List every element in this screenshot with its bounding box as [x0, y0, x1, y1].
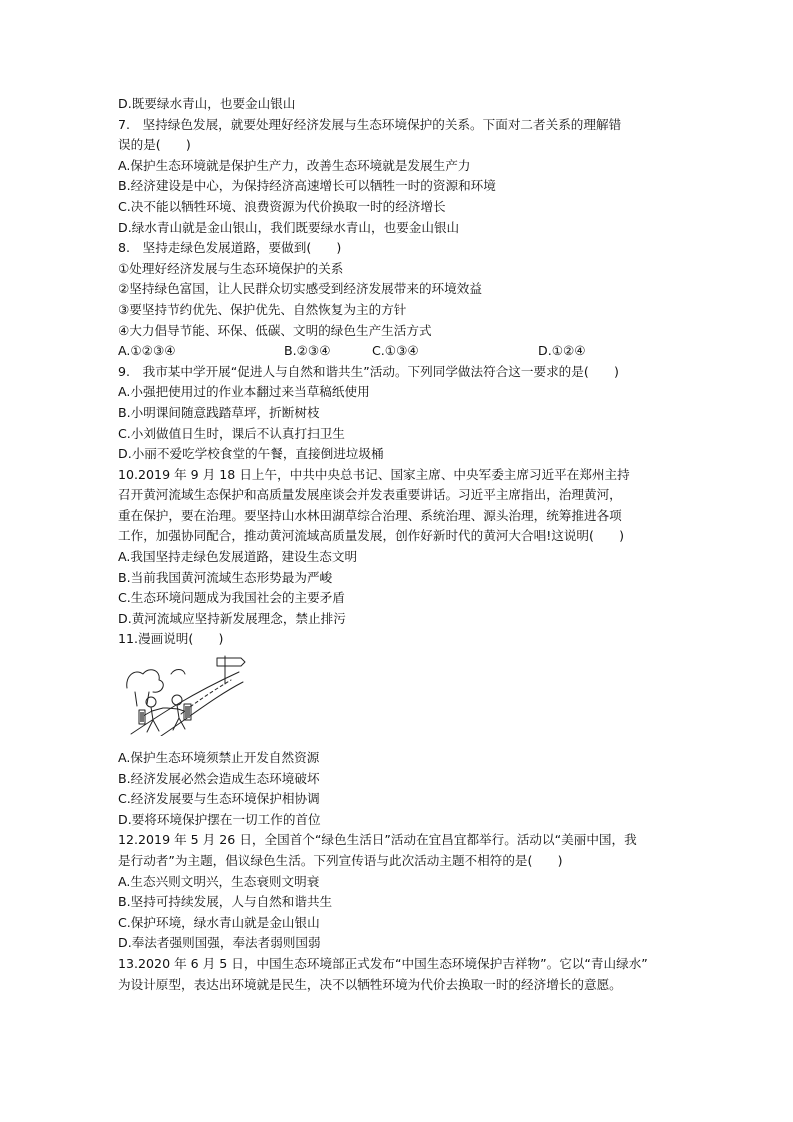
question-block-top	[118, 94, 678, 362]
text-line: D.既要绿水青山，也要金山银山	[118, 96, 296, 111]
question-11-stem: 11.漫画说明( )	[118, 631, 224, 647]
question-8-option-a: A.①②③④	[118, 343, 176, 359]
question-8-item-2: ②坚持绿色富国，让人民群众切实感受到经济发展带来的环境效益	[118, 281, 482, 297]
question-12-option-c: C.保护环境，绿水青山就是金山银山	[118, 914, 320, 930]
question-10-option-c: C.生态环境问题成为我国社会的主要矛盾	[118, 590, 345, 606]
question-8-option-d: D.①②④	[538, 343, 586, 359]
question-12-option-d: D.奉法者强则国强，奉法者弱则国弱	[118, 935, 321, 951]
question-8-item-1: ①处理好经济发展与生态环境保护的关系	[118, 260, 344, 276]
question-11-option-c: C.经济发展要与生态环境保护相协调	[118, 791, 320, 807]
question-8-option-c: C.①③④	[372, 343, 419, 359]
question-7-stem: 7. 坚持绿色发展，就要处理好经济发展与生态环境保护的关系。下面对二者关系的理解错	[118, 116, 622, 132]
question-10-stem-cont: 召开黄河流域生态保护和高质量发展座谈会并发表重要讲话。习近平主席指出，治理黄河，	[118, 487, 622, 503]
question-13-stem: 13.2020 年 6 月 5 日，中国生态环境部正式发布“中国生态环境保护吉祥物”。它以“青山绿水”	[118, 955, 648, 971]
exam-page	[118, 94, 678, 995]
question-9-option-b: B.小明课间随意践踏草坪，折断树枝	[118, 404, 320, 420]
question-9-stem: 9. 我市某中学开展“促进人与自然和谐共生”活动。下列同学做法符合这一要求的是( )	[118, 363, 619, 379]
question-9-option-d: D.小丽不爱吃学校食堂的午餐，直接倒进垃圾桶	[118, 446, 384, 462]
question-10-stem-cont: 重在保护，要在治理。要坚持山水林田湖草综合治理、系统治理、源头治理，统筹推进各项	[118, 507, 622, 523]
question-7-stem-cont: 误的是( )	[118, 137, 191, 153]
question-7-option-b: B.经济建设是中心，为保持经济高速增长可以牺牲一时的资源和环境	[118, 178, 496, 194]
question-12-stem-cont: 是行动者”为主题，倡议绿色生活。下列宣传语与此次活动主题不相符的是( )	[118, 853, 563, 868]
question-block-mid	[118, 362, 678, 650]
question-7-option-a: A.保护生态环境就是保护生产力，改善生态环境就是发展生产力	[118, 157, 471, 173]
question-10-option-a: A.我国坚持走绿色发展道路，建设生态文明	[118, 549, 358, 565]
question-12-option-a: A.生态兴则文明兴，生态衰则文明衰	[118, 873, 320, 889]
question-8-item-4: ④大力倡导节能、环保、低碳、文明的绿色生产生活方式	[118, 322, 432, 338]
question-11-option-b: B.经济发展必然会造成生态环境破坏	[118, 770, 320, 786]
question-10-stem: 10.2019 年 9 月 18 日上午，中共中央总书记、国家主席、中央军委主席习近平在郑州主持	[118, 466, 630, 482]
question-10-stem-cont: 工作，加强协同配合，推动黄河流域高质量发展，创作好新时代的黄河大合唱!这说明( )	[118, 528, 625, 544]
question-12-stem: 12.2019 年 5 月 26 日，全国首个“绿色生活日”活动在宜昌宜都举行。活动以“美丽中国，我	[118, 832, 637, 848]
question-9-option-a: A.小强把使用过的作业本翻过来当草稿纸使用	[118, 384, 370, 400]
question-7-option-c: C.决不能以牺牲环境、浪费资源为代价换取一时的经济增长	[118, 198, 446, 214]
question-block-bottom	[118, 748, 678, 995]
question-13-stem-cont: 为设计原型，表达出环境就是民生，决不以牺牲环境为代价去换取一时的经济增长的意愿。	[118, 976, 622, 992]
question-10-option-d: D.黄河流域应坚持新发展理念，禁止排污	[118, 610, 346, 626]
cartoon-illustration	[121, 654, 246, 736]
question-11-option-a: A.保护生态环境须禁止开发自然资源	[118, 750, 320, 766]
question-12-option-b: B.坚持可持续发展，人与自然和谐共生	[118, 894, 333, 910]
question-8-item-3: ③要坚持节约优先、保护优先、自然恢复为主的方针	[118, 301, 407, 317]
question-8-option-b: B.②③④	[284, 343, 331, 359]
question-10-option-b: B.当前我国黄河流域生态形势最为严峻	[118, 569, 333, 585]
question-8-stem: 8. 坚持走绿色发展道路，要做到( )	[118, 240, 342, 256]
question-8-options	[118, 341, 678, 362]
question-11-option-d: D.要将环境保护摆在一切工作的首位	[118, 811, 321, 827]
question-9-option-c: C.小刘做值日生时，课后不认真打扫卫生	[118, 425, 345, 441]
question-7-option-d: D.绿水青山就是金山银山，我们既要绿水青山，也要金山银山	[118, 219, 460, 235]
